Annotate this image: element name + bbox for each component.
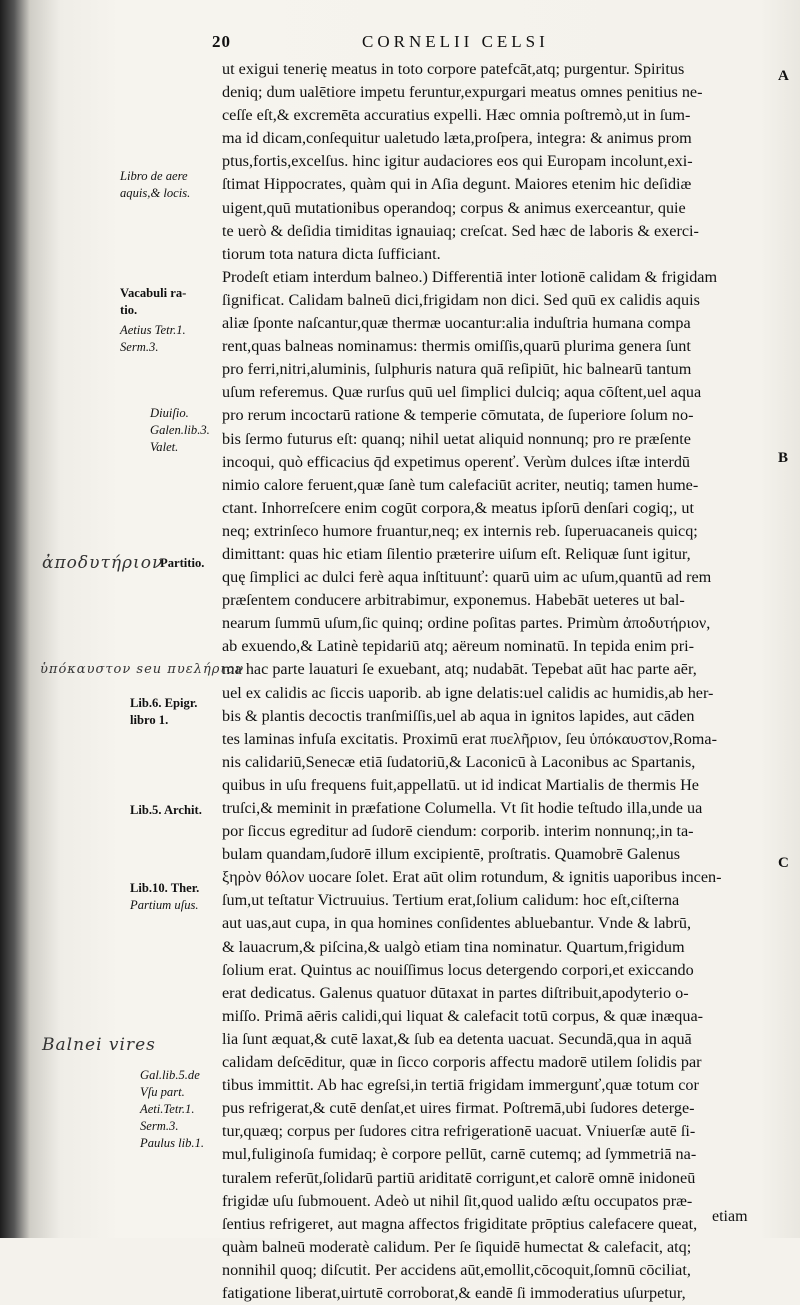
margin-note-line: Partium uſus. xyxy=(130,898,199,912)
text-line: ſentius refrigeret, aut magna affectos frigiditate prōptius calefacere queat, xyxy=(222,1214,698,1233)
text-line: ſignificat. Calidam balneū dici,frigidam non dici. Sed quū ex calidis aquis xyxy=(222,290,700,309)
margin-note-1 xyxy=(120,168,218,202)
margin-note-4 xyxy=(150,405,248,456)
text-line: tiorum tota natura dicta ſufficiant. xyxy=(222,244,441,263)
text-line: uſum referemus. Quæ rurſus quū uel ſimplici dulciq; aqua cōſtent,uel aqua xyxy=(222,383,702,402)
margin-note-line: Vſu part. xyxy=(140,1085,185,1099)
margin-note-3 xyxy=(120,322,218,356)
text-line: deniq; dum ualētiore impetu feruntur,expurgari meatus omnes penitius ne- xyxy=(222,83,703,102)
text-line: turalem referūt,ſolidarū partiū ariditatē corrigunt,et calorē omnē inidoneū xyxy=(222,1168,696,1187)
handwritten-annotation-3: Balnei vires xyxy=(42,1035,156,1055)
text-line: nonnihil quoq; diſcutit. Per accidens aūt,emollit,cōcoquit,ſomnū cōciliat, xyxy=(222,1260,691,1279)
section-mark-c: C xyxy=(778,855,789,871)
margin-note-6 xyxy=(130,695,228,729)
text-line: tibus immittit. Ab hac egreſsi,in tertiā frigidam immergunť,quæ totum cor xyxy=(222,1076,699,1095)
catchword: etiam xyxy=(712,1208,748,1225)
text-line: pus refrigerat,& cutē denſat,et uires firmat. Poſtremā,ubi ſudores deterge- xyxy=(222,1099,695,1118)
text-line: incoqui, quò efficacius q̄d expetimus operenť. Verùm dulces iſtæ interdū xyxy=(222,452,691,471)
text-line: ceſſe eſt,& excremēta accuratius expelli. Hæc omnia poſtremò,ut in ſum- xyxy=(222,106,691,125)
margin-note-line: Galen.lib.3. xyxy=(150,423,210,437)
main-text-block xyxy=(222,58,770,1305)
text-line: uel ex calidis ac ſiccis uaporib. ab igne delatis:uel calidis ac humidis,ab her- xyxy=(222,683,714,702)
margin-note-line: Lib.10. Ther. xyxy=(130,881,200,895)
text-line: lia ſunt æquat,& cutē laxat,& ſub ea detenta uacuat. Secundā,qua in aquā xyxy=(222,1029,692,1048)
margin-note-8 xyxy=(130,880,228,914)
margin-note-line: Lib.6. Epigr. xyxy=(130,696,198,710)
text-line: aliæ ſponte naſcantur,quæ thermæ uocantur:alia induſtria humana compa xyxy=(222,314,691,333)
text-line: bis & plantis decoctis tranſmiſſis,uel ab aqua in ignitos lapides, aut cāden xyxy=(222,706,695,725)
text-line: frigidæ uſu ſubmouent. Adeò ut nihil ſit,quod ualido æſtu occupatos præ- xyxy=(222,1191,693,1210)
text-line: ma hac parte lauaturi ſe exuebant, atq; nudabāt. Tepebat aūt hac parte aēr, xyxy=(222,660,697,679)
text-line: ξηρὸν θόλον uocare ſolet. Erat aūt olim rotundum, & ignitis uaporibus incen- xyxy=(222,868,722,887)
folio-number: 20 xyxy=(212,32,231,51)
text-line: pro ferri,nitri,aluminis, ſulphuris natura quā reſipiūt, hic balnearū tantum xyxy=(222,360,692,379)
text-line: quibus in uſu frequens fuit,appellatū. ut id indicat Martialis de thermis He xyxy=(222,775,699,794)
text-line: fatigatione liberat,uirtutē corroborat,& eandē ſi immoderatius uſurpetur, xyxy=(222,1283,686,1302)
margin-note-line: tio. xyxy=(120,303,138,317)
margin-note-line: Serm.3. xyxy=(140,1119,179,1133)
margin-note-5 xyxy=(160,555,258,572)
text-line: uigent,quū mutationibus operandoq; corpus & animus exerceantur, quie xyxy=(222,198,686,217)
text-line: ſum,ut teſtatur Victruuius. Tertium erat,ſolium calidum: hoc eſt,ciſterna xyxy=(222,891,680,910)
text-line: rent,quas balneas nominamus: thermis omiſſis,quarū plurima genera ſunt xyxy=(222,337,691,356)
text-line: tes laminas infuſa excitatis. Proximū erat πυελῆριον, ſeu ὑπόκαυστον,Roma- xyxy=(222,729,717,748)
text-line: ma id dicam,conſequitur ualetudo læta,proſpera, integra: & animus prom xyxy=(222,129,692,148)
text-line: erat dedicatus. Galenus quatuor dūtaxat in partes diſtribuit,apodyterio o- xyxy=(222,983,689,1002)
text-line: te uerò & deſidia timiditas ignauiaq; creſcat. Sed hæc de laboris & exerci- xyxy=(222,221,699,240)
text-line: nearum ſummū uſum,ſic quinq; ordine poſitas partes. Primùm ἀποδυτήριον, xyxy=(222,614,711,633)
text-line: aut uas,aut cupa, in qua homines conſidentes abluebantur. Vnde & labrū, xyxy=(222,914,692,933)
margin-note-line: Vacabuli ra- xyxy=(120,286,187,300)
margin-note-line: Paulus lib.1. xyxy=(140,1136,205,1150)
text-line: ctant. Inhorreſcere enim cogūt corpora,& meatus ipſorū denſari cogiq;, ut xyxy=(222,498,694,517)
margin-note-line: Gal.lib.5.de xyxy=(140,1068,200,1082)
text-line: calidam deſcēditur, quæ in ſicco corporis affectu madorē utilem ſolidis par xyxy=(222,1053,702,1072)
text-line: bis ſermo futurus eſt: quanq; nihil uetat aliquid nonnunq; pro re præſente xyxy=(222,429,691,448)
margin-note-line: Aeti.Tetr.1. xyxy=(140,1102,195,1116)
text-line: Prodeſt etiam interdum balneo.) Differentiā inter lotionē calidam & frigidam xyxy=(222,267,718,286)
text-line: mul,fuliginoſa fumidaq; è corpore pellūt, carnē cutemq; ad ſymmetriā na- xyxy=(222,1145,697,1164)
margin-note-line: Valet. xyxy=(150,440,179,454)
margin-note-9 xyxy=(140,1067,238,1152)
text-line: nis calidariū,Senecæ etiā ſudatoriū,& Laconicū à Laconibus ac Spartanis, xyxy=(222,752,696,771)
section-mark-a: A xyxy=(778,68,789,84)
margin-note-line: Partitio. xyxy=(160,556,205,570)
text-line: ut exigui tenerię meatus in toto corpore patefcāt,atq; purgentur. Spiritus xyxy=(222,60,685,78)
margin-note-line: Serm.3. xyxy=(120,340,159,354)
handwritten-annotation-2: ὑπόκαυστον seu πυελήριον xyxy=(40,662,245,677)
margin-note-line: Diuiſio. xyxy=(150,406,189,420)
margin-note-line: aquis,& locis. xyxy=(120,186,191,200)
text-line: ſolium erat. Quintus ac nouiſſimus locus detergendo corpori,et exiccando xyxy=(222,960,694,979)
text-line: tur,quæq; corpus per ſudores citra refrigerationē uacuat. Vniuerſæ autē ſi- xyxy=(222,1122,696,1141)
text-line: quàm balneū moderatè calidum. Per ſe ſiquidē humectat & calefacit, atq; xyxy=(222,1237,692,1256)
margin-note-line: libro 1. xyxy=(130,713,169,727)
margin-note-line: Lib.5. Archit. xyxy=(130,803,202,817)
text-line: nimio calore feruent,quæ ſanè tum calefaciūt acriter, neutiq; tamen hume- xyxy=(222,475,699,494)
margin-note-line: Libro de aere xyxy=(120,169,188,183)
text-line: neq; extrinſeco humore fruantur,neq; ex internis reb. ſuperuacaneis quicq; xyxy=(222,521,698,540)
text-line: pro rerum incoctarū ratione & temperie cōmutata, de ſuperiore ſolum no- xyxy=(222,406,694,425)
margin-note-line: Aetius Tetr.1. xyxy=(120,323,186,337)
margin-note-2 xyxy=(120,285,218,319)
text-line: ſtimat Hippocrates, quàm qui in Aſia degunt. Maiores etenim hic deſidiæ xyxy=(222,175,692,194)
text-line: por ſiccus egreditur ad ſudorē ciendum: corporib. interim nonnunq;,in ta- xyxy=(222,822,694,841)
text-line: dimittant: quas hic etiam ſilentio præterire uiſum eſt. Reliquæ ſunt igitur, xyxy=(222,544,691,563)
handwritten-annotation-1: ἀποδυτήριον xyxy=(42,553,164,573)
text-line: truſci,& meminit in præfatione Columella. Vt ſit hodie teſtudo illa,unde ua xyxy=(222,799,703,817)
text-line: & lauacrum,& piſcina,& ualgò etiam tina nominatur. Quartum,frigidum xyxy=(222,937,685,956)
text-line: quę ſimplici ac dulci ferè aqua inſtituunť: quarū uim ac uſum,quantū ad rem xyxy=(222,568,712,587)
running-title: CORNELII CELSI xyxy=(362,32,549,51)
margin-note-7 xyxy=(130,802,228,819)
text-line: ab exuendo,& Latinè tepidariū atq; aëreum nominatū. In tepida enim pri- xyxy=(222,637,694,656)
text-line: miſſo. Primā aēris calidi,qui liquat & calefacit totū corpus, & quæ inæqua- xyxy=(222,1006,704,1025)
text-line: præſentem conducere arbitrabimur, exponemus. Habebāt ueteres ut bal- xyxy=(222,591,685,610)
text-line: bulam quandam,ſudorē illum excipientē, proſtratis. Quamobrē Galenus xyxy=(222,845,681,864)
section-mark-b: B xyxy=(778,450,789,466)
text-line: ptus,fortis,excelſus. hinc igitur audaciores eos qui Europam incolunt,exi- xyxy=(222,152,693,171)
